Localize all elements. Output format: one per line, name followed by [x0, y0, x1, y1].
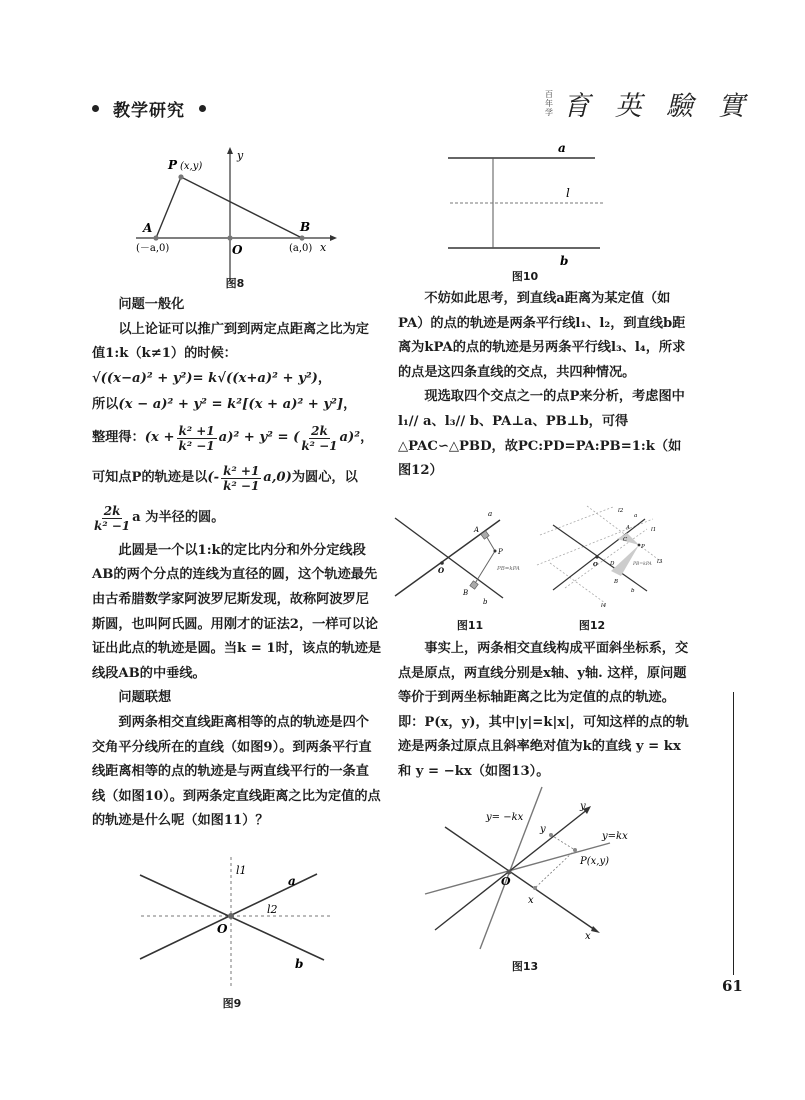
label-a: a [634, 513, 638, 519]
page-number: 61 [722, 977, 743, 995]
x-arrow-icon [591, 926, 600, 933]
paragraph: 现选取四个交点之一的点P来分析，考虑图中l₁// a、l₃// b、PA⊥a、PB⊥b，可得△PAC∽△PBD，故PC:PD=PA:PB=1:k（如图12） [398, 389, 685, 479]
label-A: A [626, 525, 630, 531]
label-y-kx: y=kx [602, 831, 628, 842]
eq2-body: (x − a)² + y² = k²[(x + a)² + y²] [118, 397, 344, 413]
figure-9 [135, 855, 335, 995]
point-o [227, 235, 232, 240]
label-b: b [560, 254, 569, 268]
label-o: O [501, 875, 511, 888]
point-o [228, 913, 234, 919]
point-x [533, 886, 537, 890]
figure-12-caption: 图12 [578, 619, 606, 632]
eq3-part-a: (x + [144, 430, 175, 446]
label-y-axis: y [580, 801, 586, 812]
point-o [595, 555, 598, 558]
heading-generalization: 问题一般化 [118, 297, 185, 312]
label-x-point: x [528, 895, 534, 906]
point-o [507, 870, 512, 875]
label-b-coord: (a,0) [289, 243, 313, 254]
journal-brand [545, 84, 753, 123]
point-o [440, 561, 444, 565]
right-column-top [398, 287, 690, 484]
segment-pa [156, 177, 181, 238]
label-l4: l4 [601, 603, 607, 609]
label-O: O [438, 566, 445, 575]
label-P: P [641, 544, 645, 550]
line-b [553, 525, 647, 591]
figure-13 [420, 787, 645, 957]
perpendiculars-pa-pb [474, 534, 495, 585]
frac-denominator: k² −1 [94, 519, 131, 534]
paragraph: 不妨如此思考，到直线a距离为某定值（如PA）的点的轨迹是两条平行线l₁、l₂，到直线b距离为kPA的点的轨迹是另两条平行线l₃、l₄，所求的点是这四条直线的交点，共四种情况。 [398, 291, 686, 380]
p3-suffix: a 为半径的圆。 [132, 510, 225, 526]
label-b: b [483, 598, 488, 606]
point-p [573, 848, 577, 852]
y-axis-arrow-icon [227, 147, 233, 154]
frac-denominator: k² −1 [223, 479, 260, 494]
figure-9-caption: 图9 [222, 997, 242, 1010]
label-x: x [320, 241, 327, 254]
x-axis-arrow-icon [330, 235, 337, 241]
paragraph: 事实上，两条相交直线构成平面斜坐标系，交点是原点，两直线分别是x轴、y轴. 这样，原问题等价于到两坐标轴距离之比为定值的点的轨迹。即：P(x，y)，其中|y|=k|x|，可知这样的点的轨迹是两条过原点且斜率绝对值为k的直线 y = kx和 y = −kx（如图13）。 [398, 641, 689, 779]
eq1-lhs: √((x−a)² + y²) [92, 371, 193, 387]
label-A: A [474, 526, 480, 534]
label-a: a [288, 874, 296, 888]
triangle-pac [617, 533, 639, 545]
eq3-fraction-1 [177, 424, 217, 453]
frac-denominator: k² −1 [301, 439, 338, 454]
point-b [299, 235, 304, 240]
eq2-prefix: 所以 [92, 397, 119, 413]
eq1-rhs: √((x+a)² + y²) [217, 371, 318, 387]
paragraph: 到两条相交直线距离相等的点的轨迹是四个交角平分线所在的直线（如图9）。到两条平行直线距离相等的点的轨迹是与两直线平行的一条直线（如图10）。到两条定直线距离之比为定值的点的轨迹是什么呢（如图11）？ [92, 714, 381, 829]
paragraph: 此圆是一个以1:k的定比内分和外分定线段AB的两个分点的连线为直径的圆，这个轨迹最先由古希腊数学家阿波罗尼斯发现，故称阿波罗尼斯圆，也叫阿氏圆。用刚才的证法2，一样可以论证出此点的轨迹是圆。当k = 1时，该点的轨迹是线段AB的中垂线。 [92, 542, 382, 681]
frac-numerator: 2k [311, 424, 328, 439]
p2-part-b: a,0) [263, 470, 292, 486]
label-y-neg-kx: y= −kx [486, 812, 524, 823]
right-angle-b-icon [470, 581, 478, 589]
section-header [92, 96, 206, 121]
label-B: B [614, 579, 619, 585]
p2-part-a: (- [207, 470, 220, 486]
label-C: C [623, 537, 628, 543]
point-p [638, 544, 641, 547]
eq1-mid: = k [192, 371, 218, 387]
figure-8 [130, 145, 350, 295]
frac-numerator: k² +1 [178, 424, 215, 439]
label-b: B [300, 220, 311, 234]
right-angle-a-icon [481, 531, 489, 539]
figure-10-caption: 图10 [511, 270, 539, 283]
figure-12 [535, 503, 663, 609]
label-l: l [566, 186, 570, 200]
label-a: a [488, 510, 493, 518]
note-pb-kpa: PB=kPA [497, 566, 520, 572]
label-b: b [295, 957, 304, 971]
label-y-point: y [540, 824, 546, 835]
label-a: a [558, 141, 566, 155]
radius-fraction [94, 504, 130, 533]
equation-2 [92, 393, 382, 419]
label-l1: l1 [236, 864, 247, 877]
line-l4 [565, 529, 647, 588]
center-statement [92, 459, 382, 499]
page-margin-rule [733, 692, 734, 975]
eq3-tail: ， [360, 430, 374, 446]
y-axis-oblique [435, 809, 588, 930]
label-D: D [610, 561, 615, 567]
eq3-fraction-2 [301, 424, 337, 453]
label-B: B [463, 589, 469, 597]
eq3-part-c: a)² [339, 430, 361, 446]
p2-suffix: 为圆心，以 [291, 470, 358, 486]
equation-3 [92, 419, 382, 459]
label-y: y [237, 149, 244, 162]
label-P: P [498, 548, 503, 556]
paragraph: 以上论证可以推广到到两定点距离之比为定值1:k（k≠1）的时候： [92, 321, 369, 362]
bullet-icon [92, 105, 99, 112]
frac-denominator: k² −1 [178, 439, 215, 454]
line-l2 [540, 507, 613, 535]
center-fraction [221, 464, 261, 493]
point-y [549, 833, 553, 837]
eq3-part-b: a)² + y² = ( [218, 430, 300, 446]
projection-y [551, 835, 575, 850]
label-p: P [168, 158, 178, 172]
eq3-prefix: 整理得： [92, 430, 145, 446]
brand-title: 育 英 驗 實 [563, 91, 753, 122]
label-l1: l1 [651, 527, 657, 533]
line-aux [550, 563, 605, 603]
triangle-pbd [611, 545, 639, 576]
point-p [494, 550, 497, 553]
figure-13-caption: 图13 [511, 960, 539, 973]
projection-x [535, 850, 575, 888]
bullet-icon [199, 105, 206, 112]
frac-numerator: 2k [103, 504, 121, 519]
label-l2: l2 [267, 903, 278, 916]
point-a [153, 235, 158, 240]
label-o: O [232, 243, 243, 257]
figure-11 [395, 508, 530, 608]
label-O: O [593, 562, 598, 568]
label-a: A [143, 221, 153, 235]
left-column [92, 293, 382, 834]
figure-11-caption: 图11 [456, 619, 484, 632]
label-a-coord: (－a,0) [136, 243, 170, 254]
point-p [178, 174, 183, 179]
eq2-tail: ， [343, 397, 357, 413]
note-pb-kpa: PB=kPA [633, 562, 652, 567]
label-p-coord: (x,y) [180, 161, 203, 172]
brand-small-text: 百年学 [545, 90, 553, 117]
frac-numerator: k² +1 [223, 464, 260, 479]
segment-pb [181, 177, 302, 238]
right-column-bottom [398, 637, 690, 785]
label-l2: l2 [618, 508, 624, 514]
p2-prefix: 可知点P的轨迹是以 [92, 470, 208, 486]
eq1-tail: ， [317, 371, 332, 387]
label-p: P(x,y) [580, 856, 609, 867]
heading-association: 问题联想 [118, 690, 172, 706]
equation-1 [92, 367, 382, 393]
label-o: O [217, 922, 228, 936]
section-title: 教学研究 [113, 101, 185, 121]
figure-8-caption: 图8 [225, 277, 245, 290]
label-l3: l3 [657, 559, 663, 565]
radius-statement [92, 499, 382, 539]
x-axis-oblique [445, 827, 595, 930]
label-b: b [631, 588, 635, 594]
figure-10 [440, 140, 640, 270]
label-x-axis: x [585, 931, 591, 942]
